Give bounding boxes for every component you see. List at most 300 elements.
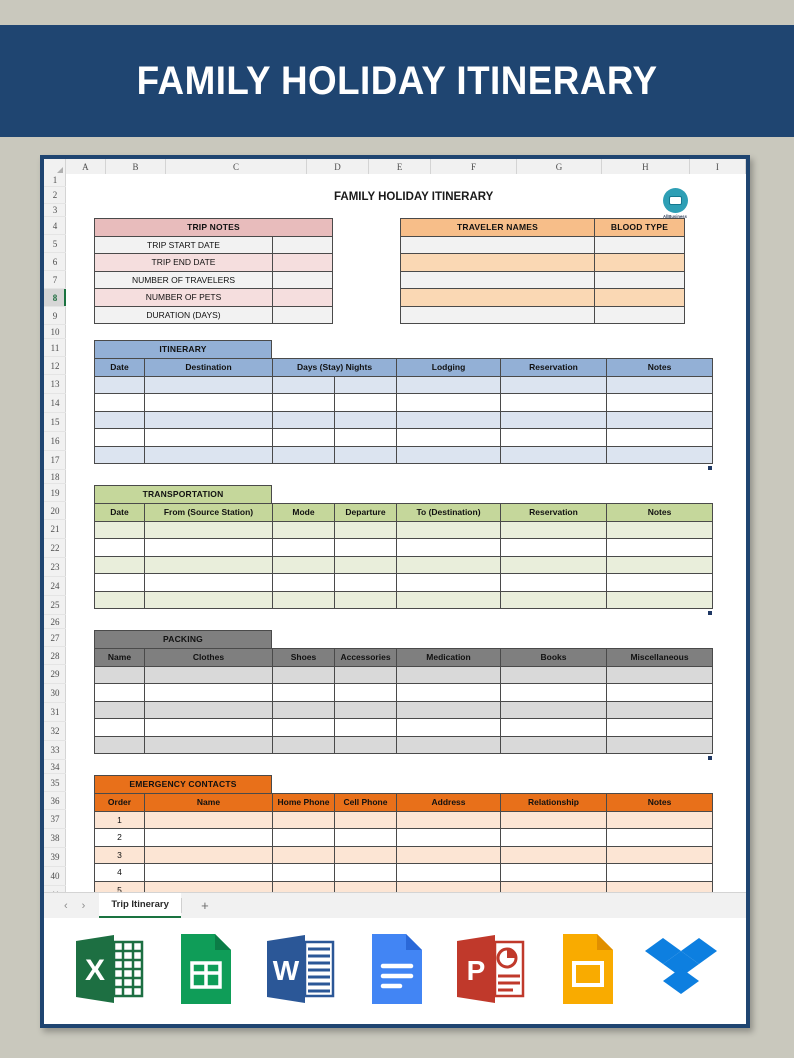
table-row [95, 359, 713, 377]
row-number-24[interactable]: 24 [44, 577, 66, 596]
row-number-22[interactable]: 22 [44, 539, 66, 558]
itinerary-header-days: Days (Stay) Nights [273, 359, 397, 377]
emergency-header-cell-phone: Cell Phone [335, 794, 397, 812]
trip-notes-value-3[interactable] [273, 289, 333, 307]
table-row [95, 429, 713, 447]
table-row [95, 394, 713, 412]
trip-notes-value-4[interactable] [273, 306, 333, 324]
itinerary-cell[interactable] [273, 429, 335, 447]
transportation-cell[interactable] [335, 574, 397, 592]
emergency-order-cell[interactable]: 5 [95, 881, 145, 892]
google-slides-icon[interactable] [547, 930, 625, 1008]
transportation-cell[interactable] [501, 556, 607, 574]
packing-cell[interactable] [607, 736, 713, 754]
row-number-7[interactable]: 7 [44, 271, 66, 289]
itinerary-header-date: Date [95, 359, 145, 377]
packing-cell[interactable] [397, 684, 501, 702]
row-number-18[interactable]: 18 [44, 470, 66, 484]
packing-header-medication: Medication [397, 649, 501, 667]
row-number-15[interactable]: 15 [44, 413, 66, 432]
packing-cell[interactable] [273, 684, 335, 702]
row-number-14[interactable]: 14 [44, 394, 66, 413]
itinerary-cell[interactable] [501, 446, 607, 464]
emergency-cell[interactable] [335, 811, 397, 829]
emergency-cell[interactable] [335, 864, 397, 882]
trip-notes-title: TRIP NOTES [95, 219, 333, 237]
column-header-a[interactable]: A [66, 159, 106, 174]
transportation-title-table [94, 485, 272, 504]
emergency-cell[interactable] [607, 864, 713, 882]
svg-text:P: P [466, 955, 486, 986]
row-number-17[interactable]: 17 [44, 451, 66, 470]
packing-header-books: Books [501, 649, 607, 667]
row-number-29[interactable]: 29 [44, 665, 66, 684]
packing-cell[interactable] [607, 701, 713, 719]
grid-body [44, 174, 746, 892]
transportation-cell[interactable] [335, 591, 397, 609]
table-row [95, 504, 713, 522]
packing-cell[interactable] [95, 736, 145, 754]
row-number-11[interactable]: 11 [44, 339, 66, 357]
tab-trip-itinerary[interactable]: Trip Itinerary [99, 893, 181, 918]
packing-cell[interactable] [335, 736, 397, 754]
table-row [95, 829, 713, 847]
itinerary-cell[interactable] [145, 394, 273, 412]
packing-cell[interactable] [145, 719, 273, 737]
itinerary-cell[interactable] [335, 411, 397, 429]
emergency-contacts-title: EMERGENCY CONTACTS [95, 776, 272, 794]
row-number-27[interactable]: 27 [44, 629, 66, 647]
emergency-cell[interactable] [145, 881, 273, 892]
packing-header-shoes: Shoes [273, 649, 335, 667]
table-row [401, 289, 685, 307]
trip-notes-label-0: TRIP START DATE [95, 236, 273, 254]
packing-cell[interactable] [95, 701, 145, 719]
transportation-cell[interactable] [607, 556, 713, 574]
packing-cell[interactable] [145, 666, 273, 684]
packing-selection-handle[interactable] [708, 756, 712, 760]
emergency-header-name: Name [145, 794, 273, 812]
transportation-cell[interactable] [397, 539, 501, 557]
row-number-28[interactable]: 28 [44, 647, 66, 665]
microsoft-excel-icon[interactable] [70, 930, 148, 1008]
blood-type-1[interactable] [595, 254, 685, 272]
transportation-header-date: Date [95, 504, 145, 522]
itinerary-selection-handle[interactable] [708, 466, 712, 470]
transportation-cell[interactable] [95, 539, 145, 557]
packing-cell[interactable] [607, 666, 713, 684]
itinerary-cell[interactable] [501, 411, 607, 429]
table-row [95, 574, 713, 592]
transportation-cell[interactable] [95, 521, 145, 539]
emergency-cell[interactable] [397, 811, 501, 829]
transportation-cell[interactable] [95, 574, 145, 592]
emergency-cell[interactable] [397, 881, 501, 892]
column-header-c[interactable]: C [166, 159, 307, 174]
emergency-cell[interactable] [501, 811, 607, 829]
packing-cell[interactable] [501, 701, 607, 719]
row-number-21[interactable]: 21 [44, 520, 66, 539]
transportation-selection-handle[interactable] [708, 611, 712, 615]
trip-notes-value-0[interactable] [273, 236, 333, 254]
packing-cell[interactable] [397, 666, 501, 684]
table-row [95, 794, 713, 812]
transportation-cell[interactable] [145, 539, 273, 557]
packing-cell[interactable] [501, 666, 607, 684]
blood-type-2[interactable] [595, 271, 685, 289]
packing-cell[interactable] [95, 719, 145, 737]
transportation-title: TRANSPORTATION [95, 486, 272, 504]
packing-cell[interactable] [145, 684, 273, 702]
row-number-35[interactable]: 35 [44, 774, 66, 792]
transportation-cell[interactable] [273, 521, 335, 539]
packing-header-name: Name [95, 649, 145, 667]
itinerary-cell[interactable] [607, 429, 713, 447]
row-number-9[interactable]: 9 [44, 307, 66, 325]
worksheet-title: FAMILY HOLIDAY ITINERARY [334, 191, 494, 203]
itinerary-cell[interactable] [273, 376, 335, 394]
column-header-b[interactable]: B [106, 159, 166, 174]
table-row [95, 411, 713, 429]
table-row [95, 271, 333, 289]
itinerary-cell[interactable] [397, 446, 501, 464]
packing-cell[interactable] [95, 684, 145, 702]
worksheet-canvas[interactable] [66, 174, 746, 892]
row-number-39[interactable]: 39 [44, 848, 66, 867]
dropbox-icon[interactable] [642, 930, 720, 1008]
microsoft-word-icon[interactable] [261, 930, 339, 1008]
transportation-cell[interactable] [145, 521, 273, 539]
emergency-cell[interactable] [273, 881, 335, 892]
itinerary-cell[interactable] [607, 376, 713, 394]
table-row [95, 666, 713, 684]
row-number-1[interactable]: 1 [44, 174, 66, 187]
emergency-order-cell[interactable]: 3 [95, 846, 145, 864]
emergency-cell[interactable] [273, 829, 335, 847]
transportation-cell[interactable] [501, 521, 607, 539]
row-number-4[interactable]: 4 [44, 217, 66, 235]
row-number-25[interactable]: 25 [44, 596, 66, 615]
transportation-cell[interactable] [145, 574, 273, 592]
itinerary-cell[interactable] [95, 411, 145, 429]
sheet-nav-arrows [44, 893, 99, 918]
packing-header-miscellaneous: Miscellaneous [607, 649, 713, 667]
emergency-cell[interactable] [145, 829, 273, 847]
emergency-cell[interactable] [501, 864, 607, 882]
itinerary-cell[interactable] [501, 376, 607, 394]
row-number-37[interactable]: 37 [44, 810, 66, 829]
traveler-names-table [400, 218, 685, 324]
packing-cell[interactable] [335, 701, 397, 719]
emergency-header-relationship: Relationship [501, 794, 607, 812]
row-number-8[interactable]: 8 [44, 289, 66, 307]
transportation-cell[interactable] [397, 591, 501, 609]
transportation-header-reservation: Reservation [501, 504, 607, 522]
table-row [95, 591, 713, 609]
traveler-name-4[interactable] [401, 306, 595, 324]
transportation-header-mode: Mode [273, 504, 335, 522]
row-number-38[interactable]: 38 [44, 829, 66, 848]
row-number-10[interactable]: 10 [44, 325, 66, 339]
column-header-i[interactable]: I [690, 159, 746, 174]
emergency-cell[interactable] [145, 864, 273, 882]
transportation-cell[interactable] [501, 591, 607, 609]
row-number-2[interactable]: 2 [44, 187, 66, 204]
column-header-f[interactable]: F [431, 159, 516, 174]
table-row [95, 701, 713, 719]
emergency-cell[interactable] [607, 846, 713, 864]
row-number-20[interactable]: 20 [44, 502, 66, 520]
row-number-40[interactable]: 40 [44, 867, 66, 886]
itinerary-cell[interactable] [95, 446, 145, 464]
row-number-31[interactable]: 31 [44, 703, 66, 722]
packing-cell[interactable] [335, 684, 397, 702]
table-row [95, 254, 333, 272]
traveler-name-2[interactable] [401, 271, 595, 289]
itinerary-title-table [94, 340, 272, 359]
transportation-cell[interactable] [335, 539, 397, 557]
itinerary-table [94, 358, 713, 464]
transportation-cell[interactable] [501, 539, 607, 557]
packing-cell[interactable] [607, 684, 713, 702]
emergency-cell[interactable] [145, 811, 273, 829]
table-row [95, 446, 713, 464]
logo-name: AllBusiness [663, 214, 687, 219]
emergency-cell[interactable] [501, 829, 607, 847]
itinerary-cell[interactable] [607, 411, 713, 429]
emergency-cell[interactable] [607, 811, 713, 829]
app-icon-strip [44, 918, 746, 1020]
transportation-cell[interactable] [335, 521, 397, 539]
blood-type-0[interactable] [595, 236, 685, 254]
packing-cell[interactable] [397, 719, 501, 737]
row-number-13[interactable]: 13 [44, 375, 66, 394]
trip-notes-label-4: DURATION (DAYS) [95, 306, 273, 324]
row-number-12[interactable]: 12 [44, 357, 66, 375]
transportation-cell[interactable] [607, 521, 713, 539]
row-number-5[interactable]: 5 [44, 235, 66, 253]
itinerary-cell[interactable] [95, 376, 145, 394]
select-all-corner[interactable] [44, 159, 66, 174]
add-sheet-icon[interactable]: + [201, 898, 209, 913]
row-number-6[interactable]: 6 [44, 253, 66, 271]
itinerary-cell[interactable] [273, 394, 335, 412]
itinerary-cell[interactable] [335, 429, 397, 447]
itinerary-cell[interactable] [145, 411, 273, 429]
transportation-cell[interactable] [273, 556, 335, 574]
packing-cell[interactable] [335, 719, 397, 737]
itinerary-cell[interactable] [607, 394, 713, 412]
itinerary-cell[interactable] [335, 446, 397, 464]
transportation-cell[interactable] [335, 556, 397, 574]
transportation-cell[interactable] [607, 591, 713, 609]
traveler-name-3[interactable] [401, 289, 595, 307]
packing-cell[interactable] [273, 701, 335, 719]
table-row [95, 811, 713, 829]
page-title: FAMILY HOLIDAY ITINERARY [136, 58, 658, 103]
transportation-cell[interactable] [145, 591, 273, 609]
emergency-cell[interactable] [273, 864, 335, 882]
packing-cell[interactable] [145, 736, 273, 754]
itinerary-cell[interactable] [145, 376, 273, 394]
itinerary-cell[interactable] [335, 376, 397, 394]
row-number-16[interactable]: 16 [44, 432, 66, 451]
packing-table [94, 648, 713, 754]
logo-badge-icon [663, 188, 688, 213]
itinerary-cell[interactable] [273, 446, 335, 464]
table-row [95, 881, 713, 892]
table-row [95, 521, 713, 539]
packing-cell[interactable] [335, 666, 397, 684]
transportation-header-departure: Departure [335, 504, 397, 522]
itinerary-header-notes: Notes [607, 359, 713, 377]
transportation-cell[interactable] [397, 574, 501, 592]
row-number-32[interactable]: 32 [44, 722, 66, 741]
table-row [95, 376, 713, 394]
column-header-g[interactable]: G [517, 159, 602, 174]
itinerary-cell[interactable] [607, 446, 713, 464]
blood-type-title: BLOOD TYPE [595, 219, 685, 237]
emergency-cell[interactable] [273, 811, 335, 829]
sheet-tab-bar [44, 892, 746, 918]
itinerary-cell[interactable] [145, 446, 273, 464]
transportation-cell[interactable] [273, 591, 335, 609]
itinerary-cell[interactable] [501, 394, 607, 412]
table-row [401, 306, 685, 324]
transportation-cell[interactable] [145, 556, 273, 574]
trip-notes-value-2[interactable] [273, 271, 333, 289]
transportation-cell[interactable] [397, 556, 501, 574]
packing-cell[interactable] [145, 701, 273, 719]
packing-cell[interactable] [95, 666, 145, 684]
packing-header-accessories: Accessories [335, 649, 397, 667]
emergency-cell[interactable] [397, 846, 501, 864]
svg-text:W: W [272, 955, 299, 986]
blood-type-4[interactable] [595, 306, 685, 324]
transportation-header-notes: Notes [607, 504, 713, 522]
row-number-34[interactable]: 34 [44, 760, 66, 774]
row-number-26[interactable]: 26 [44, 615, 66, 629]
itinerary-cell[interactable] [95, 429, 145, 447]
transportation-cell[interactable] [607, 574, 713, 592]
table-row [401, 236, 685, 254]
packing-cell[interactable] [501, 719, 607, 737]
table-row [95, 864, 713, 882]
table-row [401, 254, 685, 272]
emergency-cell[interactable] [335, 846, 397, 864]
next-sheet-icon[interactable]: › [81, 899, 86, 912]
emergency-cell[interactable] [501, 846, 607, 864]
emergency-order-cell[interactable]: 2 [95, 829, 145, 847]
transportation-cell[interactable] [95, 591, 145, 609]
table-row [95, 649, 713, 667]
table-row [95, 306, 333, 324]
transportation-cell[interactable] [501, 574, 607, 592]
trip-notes-label-1: TRIP END DATE [95, 254, 273, 272]
packing-cell[interactable] [397, 736, 501, 754]
trip-notes-value-1[interactable] [273, 254, 333, 272]
itinerary-cell[interactable] [95, 394, 145, 412]
traveler-names-title: TRAVELER NAMES [401, 219, 595, 237]
packing-cell[interactable] [273, 666, 335, 684]
packing-title: PACKING [95, 631, 272, 649]
transportation-cell[interactable] [273, 574, 335, 592]
row-number-3[interactable]: 3 [44, 204, 66, 217]
itinerary-cell[interactable] [397, 429, 501, 447]
transportation-cell[interactable] [397, 521, 501, 539]
emergency-contacts-table [94, 793, 713, 892]
row-number-23[interactable]: 23 [44, 558, 66, 577]
column-header-h[interactable]: H [602, 159, 689, 174]
packing-header-clothes: Clothes [145, 649, 273, 667]
transportation-cell[interactable] [273, 539, 335, 557]
itinerary-cell[interactable] [397, 376, 501, 394]
emergency-cell[interactable] [273, 846, 335, 864]
row-number-19[interactable]: 19 [44, 484, 66, 502]
packing-cell[interactable] [501, 684, 607, 702]
transportation-cell[interactable] [607, 539, 713, 557]
column-header-e[interactable]: E [369, 159, 431, 174]
emergency-cell[interactable] [501, 881, 607, 892]
trip-notes-label-2: NUMBER OF TRAVELERS [95, 271, 273, 289]
itinerary-cell[interactable] [501, 429, 607, 447]
packing-cell[interactable] [607, 719, 713, 737]
emergency-cell[interactable] [397, 864, 501, 882]
emergency-order-cell[interactable]: 1 [95, 811, 145, 829]
table-row [95, 846, 713, 864]
table-row [95, 736, 713, 754]
itinerary-cell[interactable] [145, 429, 273, 447]
table-row [95, 219, 333, 237]
itinerary-cell[interactable] [397, 411, 501, 429]
traveler-name-1[interactable] [401, 254, 595, 272]
table-row [95, 539, 713, 557]
table-row [401, 271, 685, 289]
row-number-30[interactable]: 30 [44, 684, 66, 703]
transportation-header-to: To (Destination) [397, 504, 501, 522]
packing-cell[interactable] [397, 701, 501, 719]
emergency-cell[interactable] [335, 829, 397, 847]
packing-cell[interactable] [273, 736, 335, 754]
emergency-order-cell[interactable]: 4 [95, 864, 145, 882]
itinerary-cell[interactable] [397, 394, 501, 412]
trip-notes-label-3: NUMBER OF PETS [95, 289, 273, 307]
blood-type-3[interactable] [595, 289, 685, 307]
emergency-cell[interactable] [607, 829, 713, 847]
itinerary-header-reservation: Reservation [501, 359, 607, 377]
emergency-title-table [94, 775, 272, 794]
packing-cell[interactable] [273, 719, 335, 737]
transportation-cell[interactable] [95, 556, 145, 574]
prev-sheet-icon[interactable]: ‹ [64, 899, 68, 912]
google-sheets-icon[interactable] [165, 930, 243, 1008]
packing-cell[interactable] [501, 736, 607, 754]
table-row [95, 556, 713, 574]
itinerary-cell[interactable] [335, 394, 397, 412]
emergency-cell[interactable] [607, 881, 713, 892]
emergency-cell[interactable] [397, 829, 501, 847]
row-number-33[interactable]: 33 [44, 741, 66, 760]
row-number-36[interactable]: 36 [44, 792, 66, 810]
traveler-name-0[interactable] [401, 236, 595, 254]
emergency-cell[interactable] [145, 846, 273, 864]
itinerary-cell[interactable] [273, 411, 335, 429]
google-docs-icon[interactable] [356, 930, 434, 1008]
emergency-cell[interactable] [335, 881, 397, 892]
microsoft-powerpoint-icon[interactable] [451, 930, 529, 1008]
table-row [95, 776, 272, 794]
column-header-d[interactable]: D [307, 159, 369, 174]
